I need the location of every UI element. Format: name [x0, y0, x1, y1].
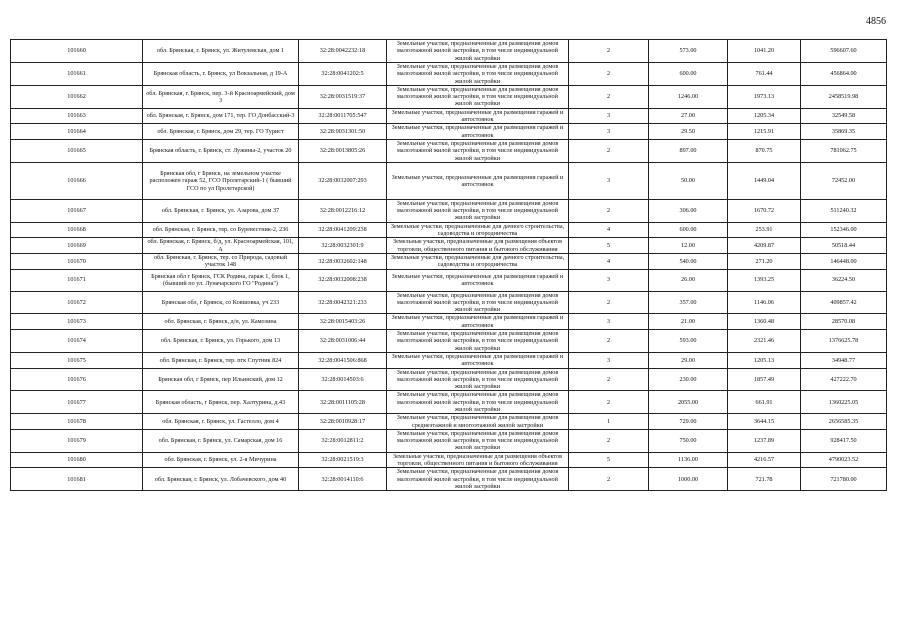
land-use-purpose-cell: Земельные участки, предназначенные для размещения домов малоэтажной жилой застройки, в том числе индивидуальной жилой застройки — [387, 429, 569, 452]
cadastral-value-cell: 50518.44 — [801, 238, 887, 254]
area-cell: 12.00 — [649, 238, 728, 254]
page-number: 4856 — [866, 16, 886, 27]
specific-value-cell: 4209.87 — [728, 238, 801, 254]
specific-value-cell: 1360.48 — [728, 314, 801, 330]
cadastral-number-cell: 32:28:0010928:17 — [299, 414, 387, 430]
specific-value-cell: 1670.72 — [728, 199, 801, 222]
row-id-cell: 101670 — [11, 253, 143, 269]
land-use-purpose-cell: Земельные участки, предназначенные для размещения домов среднеэтажной и многоэтажной жилой застройки — [387, 414, 569, 430]
area-cell: 600.00 — [649, 63, 728, 86]
cadastral-value-cell: 2458519.98 — [801, 85, 887, 108]
cadastral-value-cell: 32549.58 — [801, 108, 887, 124]
table-row — [11, 199, 887, 222]
specific-value-cell: 761.44 — [728, 63, 801, 86]
address-cell: обл. Брянская, г. Брянск, ул. Горького, дом 13 — [143, 330, 299, 353]
address-cell: обл. Брянская, г. Брянск, дом 171, тер. ГО Донбасский-3 — [143, 108, 299, 124]
cadastral-number-cell: 32:28:0041209:238 — [299, 222, 387, 238]
specific-value-cell: 2321.46 — [728, 330, 801, 353]
area-cell: 750.00 — [649, 429, 728, 452]
cadastral-number-cell: 32:28:0042232:18 — [299, 40, 387, 63]
use-group-cell: 2 — [569, 199, 649, 222]
use-group-cell: 2 — [569, 63, 649, 86]
table-row — [11, 314, 887, 330]
area-cell: 29.50 — [649, 124, 728, 140]
row-id-cell: 101668 — [11, 222, 143, 238]
land-use-purpose-cell: Земельные участки, предназначенные для размещения домов малоэтажной жилой застройки, в том числе индивидуальной жилой застройки — [387, 468, 569, 491]
address-cell: Брянская обл, г Брянск, на земельном участке расположен гараж 52, ГСО Пролетарский-1 ( бывший ГСО по ул Пролетарской) — [143, 162, 299, 199]
cadastral-value-cell: 152346.00 — [801, 222, 887, 238]
specific-value-cell: 1857.49 — [728, 368, 801, 391]
row-id-cell: 101678 — [11, 414, 143, 430]
land-use-purpose-cell: Земельные участки, предназначенные для размещения гаражей и автостоянок — [387, 162, 569, 199]
use-group-cell: 2 — [569, 139, 649, 162]
use-group-cell: 4 — [569, 222, 649, 238]
table-row — [11, 391, 887, 414]
area-cell: 573.00 — [649, 40, 728, 63]
table-row — [11, 352, 887, 368]
land-use-purpose-cell: Земельные участки, предназначенные для размещения домов малоэтажной жилой застройки, в том числе индивидуальной жилой застройки — [387, 85, 569, 108]
cadastral-value-cell: 2656585.35 — [801, 414, 887, 430]
area-cell: 600.00 — [649, 222, 728, 238]
area-cell: 1000.00 — [649, 468, 728, 491]
address-cell: обл. Брянская, г. Брянск, тер. со Природа, садовый участок 148 — [143, 253, 299, 269]
land-use-purpose-cell: Земельные участки, предназначенные для размещения объектов торговли, общественного питания и бытового обслуживания — [387, 452, 569, 468]
cadastral-number-cell: 32:28:0014503:6 — [299, 368, 387, 391]
table-row — [11, 269, 887, 291]
land-use-purpose-cell: Земельные участки, предназначенные для дачного строительства, садоводства и огородничества — [387, 253, 569, 269]
specific-value-cell: 1205.13 — [728, 352, 801, 368]
table-row — [11, 40, 887, 63]
cadastral-number-cell: 32:28:0014110:6 — [299, 468, 387, 491]
cadastral-value-cell: 409857.42 — [801, 291, 887, 314]
land-use-purpose-cell: Земельные участки, предназначенные для размещения гаражей и автостоянок — [387, 269, 569, 291]
cadastral-value-cell: 28570.08 — [801, 314, 887, 330]
table-row — [11, 139, 887, 162]
address-cell: обл. Брянская, г. Брянск, ул. 2-я Мичурина — [143, 452, 299, 468]
cadastral-number-cell: 32:28:0031301:50 — [299, 124, 387, 140]
row-id-cell: 101667 — [11, 199, 143, 222]
area-cell: 357.00 — [649, 291, 728, 314]
area-cell: 50.00 — [649, 162, 728, 199]
area-cell: 26.00 — [649, 269, 728, 291]
land-use-purpose-cell: Земельные участки, предназначенные для размещения домов малоэтажной жилой застройки, в том числе индивидуальной жилой застройки — [387, 139, 569, 162]
cadastral-value-cell: 781062.75 — [801, 139, 887, 162]
cadastral-value-cell: 511240.32 — [801, 199, 887, 222]
table-body — [11, 40, 887, 491]
specific-value-cell: 271.20 — [728, 253, 801, 269]
land-use-purpose-cell: Земельные участки, предназначенные для размещения гаражей и автостоянок — [387, 124, 569, 140]
specific-value-cell: 1205.34 — [728, 108, 801, 124]
row-id-cell: 101679 — [11, 429, 143, 452]
specific-value-cell: 870.75 — [728, 139, 801, 162]
address-cell: обл. Брянская, г. Брянск, ул. Самарская, дом 16 — [143, 429, 299, 452]
cadastral-value-cell: 928417.50 — [801, 429, 887, 452]
address-cell: Брянская обл, г Брянск, со Ковшовка, уч 233 — [143, 291, 299, 314]
row-id-cell: 101676 — [11, 368, 143, 391]
row-id-cell: 101660 — [11, 40, 143, 63]
area-cell: 1246.00 — [649, 85, 728, 108]
area-cell: 540.00 — [649, 253, 728, 269]
table-row — [11, 452, 887, 468]
land-use-purpose-cell: Земельные участки, предназначенные для размещения домов малоэтажной жилой застройки, в том числе индивидуальной жилой застройки — [387, 368, 569, 391]
cadastral-value-cell: 427222.70 — [801, 368, 887, 391]
address-cell: обл. Брянская, г. Брянск, д/н, ул. Камозина — [143, 314, 299, 330]
cadastral-value-cell: 596607.60 — [801, 40, 887, 63]
use-group-cell: 2 — [569, 291, 649, 314]
cadastral-number-cell: 32:28:0031006:44 — [299, 330, 387, 353]
table-row — [11, 238, 887, 254]
cadastral-value-cell: 721780.00 — [801, 468, 887, 491]
cadastral-value-cell: 34948.77 — [801, 352, 887, 368]
address-cell: обл. Брянская, г. Брянск, ул. Азарова, дом 37 — [143, 199, 299, 222]
cadastral-number-cell: 32:28:0012811:2 — [299, 429, 387, 452]
address-cell: обл. Брянская, г. Брянск, дом 29, тер. ГО Турист — [143, 124, 299, 140]
cadastral-value-cell: 456864.00 — [801, 63, 887, 86]
cadastral-number-cell: 32:28:0015403:26 — [299, 314, 387, 330]
specific-value-cell: 1393.25 — [728, 269, 801, 291]
area-cell: 230.00 — [649, 368, 728, 391]
use-group-cell: 1 — [569, 414, 649, 430]
cadastral-number-cell: 32:28:0031519:37 — [299, 85, 387, 108]
cadastral-value-cell: 36224.50 — [801, 269, 887, 291]
use-group-cell: 4 — [569, 253, 649, 269]
specific-value-cell: 253.91 — [728, 222, 801, 238]
address-cell: Брянская обл г Брянск, ГСК Родина, гараж 1, блок 1, (бывший по ул. Луначарского ГО "Родина") — [143, 269, 299, 291]
specific-value-cell: 721.78 — [728, 468, 801, 491]
cadastral-value-cell: 35869.35 — [801, 124, 887, 140]
land-use-purpose-cell: Земельные участки, предназначенные для размещения домов малоэтажной жилой застройки, в том числе индивидуальной жилой застройки — [387, 199, 569, 222]
table-row — [11, 468, 887, 491]
cadastral-value-cell: 4790023.52 — [801, 452, 887, 468]
cadastral-value-cell: 72452.00 — [801, 162, 887, 199]
use-group-cell: 3 — [569, 352, 649, 368]
address-cell: обл. Брянская, г. Брянск, б/д, ул. Красноармейская, 101, А — [143, 238, 299, 254]
use-group-cell: 2 — [569, 330, 649, 353]
area-cell: 1136.00 — [649, 452, 728, 468]
table-row — [11, 368, 887, 391]
use-group-cell: 2 — [569, 468, 649, 491]
specific-value-cell: 1973.13 — [728, 85, 801, 108]
specific-value-cell: 3644.15 — [728, 414, 801, 430]
specific-value-cell: 1041.20 — [728, 40, 801, 63]
row-id-cell: 101675 — [11, 352, 143, 368]
row-id-cell: 101673 — [11, 314, 143, 330]
cadastral-number-cell: 32:28:0013805:26 — [299, 139, 387, 162]
area-cell: 21.00 — [649, 314, 728, 330]
table-row — [11, 85, 887, 108]
use-group-cell: 2 — [569, 429, 649, 452]
land-use-purpose-cell: Земельные участки, предназначенные для размещения домов малоэтажной жилой застройки, в том числе индивидуальной жилой застройки — [387, 291, 569, 314]
use-group-cell: 5 — [569, 452, 649, 468]
table-row — [11, 291, 887, 314]
table-row — [11, 429, 887, 452]
row-id-cell: 101662 — [11, 85, 143, 108]
table-row — [11, 222, 887, 238]
cadastral-number-cell: 32:28:0041202:5 — [299, 63, 387, 86]
specific-value-cell: 1237.89 — [728, 429, 801, 452]
address-cell: Брянская область, г. Брянск, ст. Лужины-2, участок 20 — [143, 139, 299, 162]
use-group-cell: 2 — [569, 391, 649, 414]
address-cell: обл. Брянская, г. Брянск, ул. Житулевская, дом 1 — [143, 40, 299, 63]
area-cell: 897.00 — [649, 139, 728, 162]
row-id-cell: 101665 — [11, 139, 143, 162]
land-use-purpose-cell: Земельные участки, предназначенные для размещения домов малоэтажной жилой застройки, в том числе индивидуальной жилой застройки — [387, 40, 569, 63]
use-group-cell: 2 — [569, 40, 649, 63]
area-cell: 2055.00 — [649, 391, 728, 414]
use-group-cell: 3 — [569, 124, 649, 140]
use-group-cell: 2 — [569, 368, 649, 391]
address-cell: Брянская обл, г Брянск, пер Ильинский, дом 12 — [143, 368, 299, 391]
specific-value-cell: 4216.57 — [728, 452, 801, 468]
land-use-purpose-cell: Земельные участки, предназначенные для размещения гаражей и автостоянок — [387, 314, 569, 330]
specific-value-cell: 661.91 — [728, 391, 801, 414]
land-use-purpose-cell: Земельные участки, предназначенные для размещения домов малоэтажной жилой застройки, в том числе индивидуальной жилой застройки — [387, 391, 569, 414]
cadastral-number-cell: 32:28:0041506:868 — [299, 352, 387, 368]
address-cell: обл. Брянская, г. Брянск, тер. со Буревестник-2, 236 — [143, 222, 299, 238]
cadastral-value-cell: 1376625.78 — [801, 330, 887, 353]
row-id-cell: 101674 — [11, 330, 143, 353]
land-use-purpose-cell: Земельные участки, предназначенные для размещения гаражей и автостоянок — [387, 352, 569, 368]
area-cell: 29.00 — [649, 352, 728, 368]
cadastral-number-cell: 32:28:0032007:293 — [299, 162, 387, 199]
specific-value-cell: 1449.04 — [728, 162, 801, 199]
cadastral-value-cell: 146448.00 — [801, 253, 887, 269]
address-cell: Брянская область, г. Брянск, ул Вокзальная, д 19-А — [143, 63, 299, 86]
row-id-cell: 101681 — [11, 468, 143, 491]
use-group-cell: 3 — [569, 162, 649, 199]
address-cell: обл. Брянская, г. Брянск, ул. Гастелло, дом 4 — [143, 414, 299, 430]
cadastral-value-table — [10, 39, 887, 491]
address-cell: Брянская область, г Брянск, пер. Халтурина, д.43 — [143, 391, 299, 414]
cadastral-number-cell: 32:28:0012216:12 — [299, 199, 387, 222]
table-row — [11, 108, 887, 124]
address-cell: обл. Брянская, г. Брянск, ул. Лобачевского, дом 40 — [143, 468, 299, 491]
land-use-purpose-cell: Земельные участки, предназначенные для размещения объектов торговли, общественного питания и бытового обслуживания — [387, 238, 569, 254]
use-group-cell: 3 — [569, 108, 649, 124]
use-group-cell: 2 — [569, 85, 649, 108]
area-cell: 306.00 — [649, 199, 728, 222]
table-row — [11, 63, 887, 86]
cadastral-number-cell: 32:28:0042321:233 — [299, 291, 387, 314]
table-row — [11, 253, 887, 269]
address-cell: обл. Брянская, г. Брянск, тер. пгк Спутник 824 — [143, 352, 299, 368]
table-row — [11, 414, 887, 430]
cadastral-number-cell: 32:28:0021519:3 — [299, 452, 387, 468]
cadastral-number-cell: 32:28:0032008:238 — [299, 269, 387, 291]
row-id-cell: 101669 — [11, 238, 143, 254]
cadastral-number-cell: 32:28:0032301:9 — [299, 238, 387, 254]
land-use-purpose-cell: Земельные участки, предназначенные для дачного строительства, садоводства и огородничества — [387, 222, 569, 238]
specific-value-cell: 1146.06 — [728, 291, 801, 314]
row-id-cell: 101672 — [11, 291, 143, 314]
address-cell: обл. Брянская, г. Брянск, пер. 3-й Красноармейский, дом 3 — [143, 85, 299, 108]
row-id-cell: 101677 — [11, 391, 143, 414]
use-group-cell: 5 — [569, 238, 649, 254]
use-group-cell: 3 — [569, 314, 649, 330]
land-use-purpose-cell: Земельные участки, предназначенные для размещения гаражей и автостоянок — [387, 108, 569, 124]
specific-value-cell: 1215.91 — [728, 124, 801, 140]
area-cell: 27.00 — [649, 108, 728, 124]
use-group-cell: 3 — [569, 269, 649, 291]
table-row — [11, 330, 887, 353]
land-use-purpose-cell: Земельные участки, предназначенные для размещения домов малоэтажной жилой застройки, в том числе индивидуальной жилой застройки — [387, 63, 569, 86]
row-id-cell: 101664 — [11, 124, 143, 140]
row-id-cell: 101671 — [11, 269, 143, 291]
cadastral-number-cell: 32:28:0011705:547 — [299, 108, 387, 124]
row-id-cell: 101661 — [11, 63, 143, 86]
row-id-cell: 101680 — [11, 452, 143, 468]
area-cell: 593.00 — [649, 330, 728, 353]
cadastral-number-cell: 32:28:0011105:28 — [299, 391, 387, 414]
cadastral-value-cell: 1360225.05 — [801, 391, 887, 414]
land-use-purpose-cell: Земельные участки, предназначенные для размещения домов малоэтажной жилой застройки, в том числе индивидуальной жилой застройки — [387, 330, 569, 353]
cadastral-number-cell: 32:28:0032602:148 — [299, 253, 387, 269]
area-cell: 729.00 — [649, 414, 728, 430]
table-row — [11, 162, 887, 199]
row-id-cell: 101663 — [11, 108, 143, 124]
row-id-cell: 101666 — [11, 162, 143, 199]
table-row — [11, 124, 887, 140]
